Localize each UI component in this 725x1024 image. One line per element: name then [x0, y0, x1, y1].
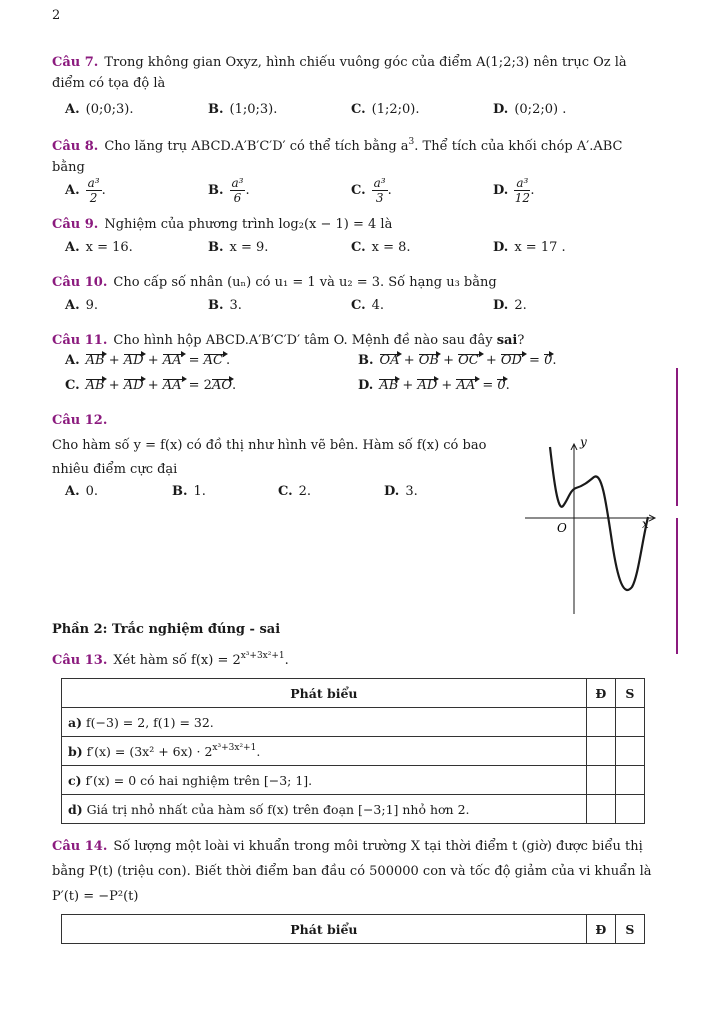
option-a[interactable]: A. 9.: [65, 298, 99, 313]
option-b[interactable]: B. 3.: [208, 298, 242, 313]
question-11-options-row1: [65, 353, 665, 373]
false-cell[interactable]: [615, 766, 644, 795]
question-text: Số lượng một loài vi khuẩn trong môi trường X tại thời điểm t (giờ) được biểu thị bằng P(t) (triệu con). Biết thời điểm ban đầu có 500000 con và tốc độ giảm của vi khuẩn là P′(t) = −P²(t): [52, 839, 652, 904]
question-text: Cho lăng trụ ABCD.A′B′C′D′ có thể tích bằng a: [104, 139, 409, 154]
question-8-options: [65, 176, 665, 210]
question-text: Cho hình hộp ABCD.A′B′C′D′ tâm O. Mệnh đề nào sau đây: [113, 333, 493, 348]
option-d[interactable]: D. $\frac{\text{a³}}{12}$ .: [493, 176, 535, 205]
question-11-options-row2: [65, 378, 665, 398]
option-b[interactable]: B. OA + OB + OC′ + OD′ = 0.: [358, 353, 557, 368]
option-d[interactable]: D. x = 17 .: [493, 240, 566, 255]
table-row: b) $f'(x) = (3x^2 + 6x) \cdot 2^{x^3+3x^2+1}$.: [62, 737, 645, 766]
table-header-statement: Phát biểu: [62, 679, 587, 708]
question-label: Câu 11.: [52, 333, 108, 348]
question-12-label: Câu 12.: [52, 413, 108, 428]
margin-bar: [676, 518, 678, 654]
option-d[interactable]: D. 2.: [493, 298, 527, 313]
option-b[interactable]: B. 1.: [172, 484, 206, 499]
table-row: a) f(−3) = 2, f(1) = 32.: [62, 708, 645, 737]
table-header-false: S: [615, 915, 644, 944]
question-text: Nghiệm của phương trình log₂(x − 1) = 4 là: [104, 217, 393, 232]
question-11: Câu 11. Cho hình hộp ABCD.A′B′C′D′ tâm O. Mệnh đề nào sau đây sai?: [52, 333, 525, 348]
true-cell[interactable]: [586, 795, 615, 824]
question-10: [52, 272, 658, 293]
question-label: Câu 7.: [52, 55, 99, 70]
table-row: d) Giá trị nhỏ nhất của hàm số f(x) trên đoạn [−3;1] nhỏ hơn 2.: [62, 795, 645, 824]
table-row: c) f′(x) = 0 có hai nghiệm trên [−3; 1].: [62, 766, 645, 795]
option-a[interactable]: A. x = 16.: [65, 240, 133, 255]
question-text: Cho hàm số y = f(x) có đồ thị như hình vẽ bên. Hàm số f(x) có bao nhiêu điểm cực đại: [52, 438, 487, 477]
question-7-options: [65, 102, 665, 122]
option-c[interactable]: C. 2.: [278, 484, 312, 499]
question-text: Xét hàm số f(x) = 2: [113, 653, 241, 668]
option-b[interactable]: B. $\frac{\text{a³}}{6}$ .: [208, 176, 250, 205]
option-a[interactable]: A. $\frac{\text{a³}}{2}$ .: [65, 176, 106, 205]
margin-bar: [676, 368, 678, 506]
false-cell[interactable]: [615, 795, 644, 824]
option-d[interactable]: D. 3.: [384, 484, 418, 499]
x-axis-label: x: [642, 517, 649, 531]
option-b[interactable]: B. (1;0;3).: [208, 102, 278, 117]
option-c[interactable]: C. (1;2;0).: [351, 102, 420, 117]
option-c[interactable]: C. x = 8.: [351, 240, 411, 255]
question-text: Cho cấp số nhân (uₙ) có u₁ = 1 và u₂ = 3. Số hạng u₃ bằng: [113, 275, 497, 290]
true-cell[interactable]: [586, 766, 615, 795]
option-b[interactable]: B. x = 9.: [208, 240, 269, 255]
table-header-false: S: [615, 679, 644, 708]
question-label: Câu 8.: [52, 139, 99, 154]
page-number: 2: [52, 8, 61, 23]
y-axis-label: y: [580, 435, 587, 449]
question-label: Câu 13.: [52, 653, 108, 668]
table-header-true: Đ: [586, 915, 615, 944]
false-cell[interactable]: [615, 737, 644, 766]
option-a[interactable]: A. (0;0;3).: [65, 102, 134, 117]
true-false-table-14: [61, 914, 645, 944]
table-header-statement: Phát biểu: [62, 915, 587, 944]
section-title: Phần 2: Trắc nghiệm đúng - sai: [52, 622, 281, 637]
question-9: [52, 214, 658, 235]
question-10-options: [65, 298, 665, 318]
true-cell[interactable]: [586, 737, 615, 766]
true-false-table-13: [61, 678, 645, 824]
option-a[interactable]: A. AB + AD + AA′ = AC′.: [65, 353, 231, 368]
question-13: Câu 13. Xét hàm số $f(x) = 2^{x^3+3x^2+1}$.: [52, 651, 289, 668]
function-graph: [520, 432, 660, 617]
question-14: [52, 834, 658, 909]
option-c[interactable]: C. $\frac{\text{a³}}{3}$ .: [351, 176, 392, 205]
option-d[interactable]: D. (0;2;0) .: [493, 102, 567, 117]
false-cell[interactable]: [615, 708, 644, 737]
question-label: Câu 14.: [52, 839, 108, 854]
option-d[interactable]: D. AB + AD + AA′ = 0.: [358, 378, 510, 393]
question-text: Trong không gian Oxyz, hình chiếu vuông góc của điểm A(1;2;3) nên trục Oz là điểm có tọa độ là: [52, 55, 627, 91]
question-7: [52, 52, 658, 94]
question-label: Câu 10.: [52, 275, 108, 290]
option-c[interactable]: C. AB + AD + AA′ = 2AO.: [65, 378, 237, 393]
question-8: Câu 8. Cho lăng trụ ABCD.A′B′C′D′ có thể tích bằng $a^3$. Thể tích của khối chóp A′.ABC bằng: [52, 137, 623, 175]
question-9-options: [65, 240, 665, 260]
question-label: Câu 9.: [52, 217, 99, 232]
option-a[interactable]: A. 0.: [65, 484, 99, 499]
true-cell[interactable]: [586, 708, 615, 737]
option-c[interactable]: C. 4.: [351, 298, 385, 313]
origin-label: O: [557, 521, 567, 535]
table-header-true: Đ: [586, 679, 615, 708]
question-12: [52, 434, 512, 482]
